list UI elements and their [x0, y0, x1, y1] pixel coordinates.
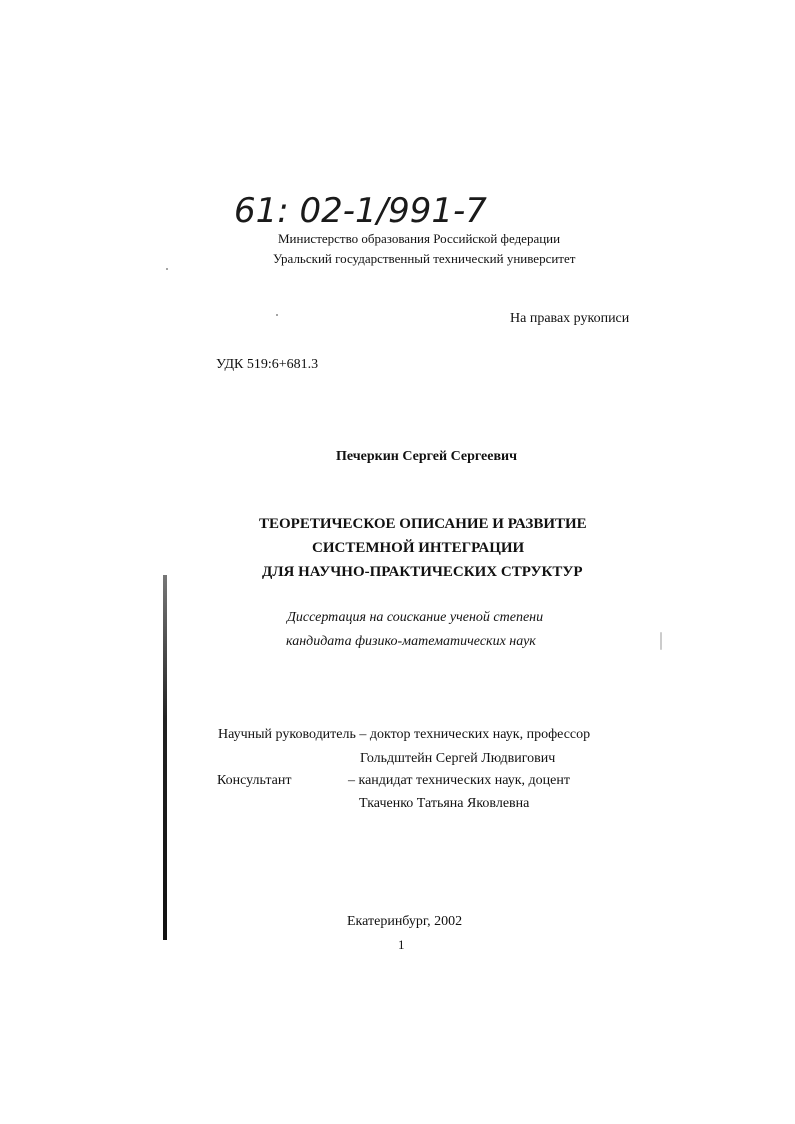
thesis-title-line-2: СИСТЕМНОЙ ИНТЕГРАЦИИ — [312, 540, 525, 556]
author-name: Печеркин Сергей Сергеевич — [336, 449, 517, 464]
rights-note: На правах рукописи — [510, 311, 630, 326]
scan-binding-edge — [163, 575, 167, 940]
consultant-role: – кандидат технических наук, доцент — [348, 773, 570, 788]
dissertation-degree-line-1: Диссертация на соискание ученой степени — [287, 610, 544, 625]
scan-speck — [660, 632, 662, 650]
thesis-title-line-3: ДЛЯ НАУЧНО-ПРАКТИЧЕСКИХ СТРУКТУР — [262, 564, 583, 580]
ministry-name: Министерство образования Российской федерации — [278, 231, 561, 246]
handwritten-code-text: 61: 02-1/991-7 — [234, 191, 487, 231]
handwritten-archive-code — [232, 184, 492, 234]
city-year: Екатеринбург, 2002 — [347, 914, 463, 929]
consultant-label: Консультант — [217, 773, 292, 788]
supervisor-label: Научный руководитель – доктор технических наук, профессор — [218, 727, 591, 742]
page-number: 1 — [398, 937, 405, 952]
university-name: Уральский государственный технический университет — [273, 251, 576, 266]
dissertation-degree-line-2: кандидата физико-математических наук — [286, 634, 536, 649]
scan-speck — [166, 268, 168, 270]
udk-code: УДК 519:6+681.3 — [216, 357, 319, 372]
thesis-title-line-1: ТЕОРЕТИЧЕСКОЕ ОПИСАНИЕ И РАЗВИТИЕ — [259, 516, 587, 532]
scan-speck — [276, 314, 278, 316]
supervisor-name: Гольдштейн Сергей Людвигович — [360, 751, 556, 766]
consultant-name: Ткаченко Татьяна Яковлевна — [359, 796, 530, 811]
